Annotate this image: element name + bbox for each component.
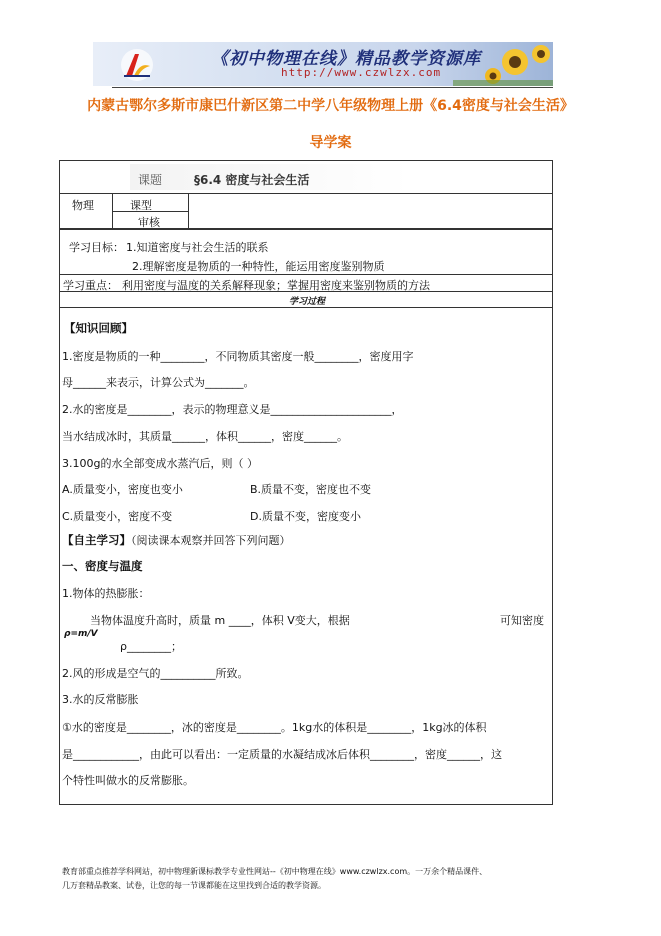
process-row	[59, 291, 553, 308]
page-subtitle: 导学案	[309, 135, 352, 151]
option-d: D.质量不变，密度变小	[250, 510, 361, 523]
subject-cell: 物理	[72, 199, 94, 212]
item-water-anomaly: 3.水的反常膨胀	[62, 693, 139, 706]
review-q3: 3.100g的水全部变成水蒸汽后，则（ ）	[62, 457, 258, 470]
goals-box	[59, 229, 553, 275]
review-q2b: 当水结成冰时，其质量______，体积______，密度______。	[62, 430, 348, 443]
option-a: A.质量变小，密度也变小	[62, 483, 183, 496]
footer-line-2: 几万套精品教案、试卷，让您的每一节课都能在这里找到合适的教学资源。	[62, 881, 326, 890]
key-label: 学习重点：	[63, 279, 118, 292]
review-heading: 【知识回顾】	[64, 321, 133, 335]
footer-line-1: 教育部重点推荐学科网站，初中物理新课标教学专业性网站--《初中物理在线》www.czwlzx.com。一万余个精品课件、	[62, 867, 488, 876]
water-text-b: 是____________，由此可以看出：一定质量的水凝结成冰后体积________，密度______，这	[62, 748, 502, 761]
sunflower-decoration-icon	[453, 42, 553, 86]
item-thermal-expansion: 1.物体的热膨胀：	[62, 587, 150, 600]
review-label: 审核	[138, 216, 160, 229]
process-label: 学习过程	[288, 297, 325, 307]
meta-table	[59, 193, 553, 229]
water-text-c: 个特性叫做水的反常膨胀。	[62, 774, 194, 787]
banner-title: 《初中物理在线》精品教学资源库	[211, 49, 481, 69]
rho-blank: ρ________；	[120, 640, 182, 653]
goal-2: 2.理解密度是物质的一种特性，能运用密度鉴别物质	[132, 260, 385, 273]
thermal-text-b: 可知密度	[500, 614, 544, 627]
item-wind: 2.风的形成是空气的__________所致。	[62, 667, 249, 680]
review-q2a: 2.水的密度是________，表示的物理意义是______________________，	[62, 403, 403, 416]
review-q1a: 1.密度是物质的一种________，不同物质其密度一般________，密度用字	[62, 350, 414, 363]
type-label: 课型	[130, 199, 152, 212]
density-formula: ρ=m/V	[64, 629, 98, 639]
option-b: B.质量不变，密度也不变	[250, 483, 372, 496]
self-study-note: （阅读课本观察并回答下列问题）	[131, 534, 291, 547]
banner-url[interactable]: http://www.czwlzx.com	[281, 66, 442, 79]
self-study-heading: 【自主学习】	[62, 533, 131, 547]
goals-label: 学习目标：	[69, 241, 124, 254]
topic-label: 课题	[138, 173, 163, 187]
review-q1b: 母______来表示，计算公式为_______。	[62, 376, 255, 389]
key-points-row	[59, 274, 553, 292]
option-c: C.质量变小，密度不变	[62, 510, 173, 523]
section-density-temperature: 一、密度与温度	[62, 559, 143, 573]
header-rule	[112, 87, 553, 88]
self-study-heading-row	[62, 532, 291, 548]
water-text-a: ①水的密度是________，冰的密度是________。1kg水的体积是________，1kg冰的体积	[62, 721, 487, 734]
header-banner	[93, 42, 553, 86]
goal-1: 1.知道密度与社会生活的联系	[126, 241, 269, 254]
topic-value: §6.4 密度与社会生活	[194, 173, 310, 187]
thermal-text-a: 当物体温度升高时，质量 m ____，体积 V变大，根据	[90, 614, 350, 627]
site-logo-icon	[120, 48, 154, 82]
topic-row	[59, 160, 553, 194]
key-text: 利用密度与温度的关系解释现象；掌握用密度来鉴别物质的方法	[122, 279, 430, 292]
page-title: 内蒙古鄂尔多斯市康巴什新区第二中学八年级物理上册《6.4密度与社会生活》	[87, 98, 574, 114]
